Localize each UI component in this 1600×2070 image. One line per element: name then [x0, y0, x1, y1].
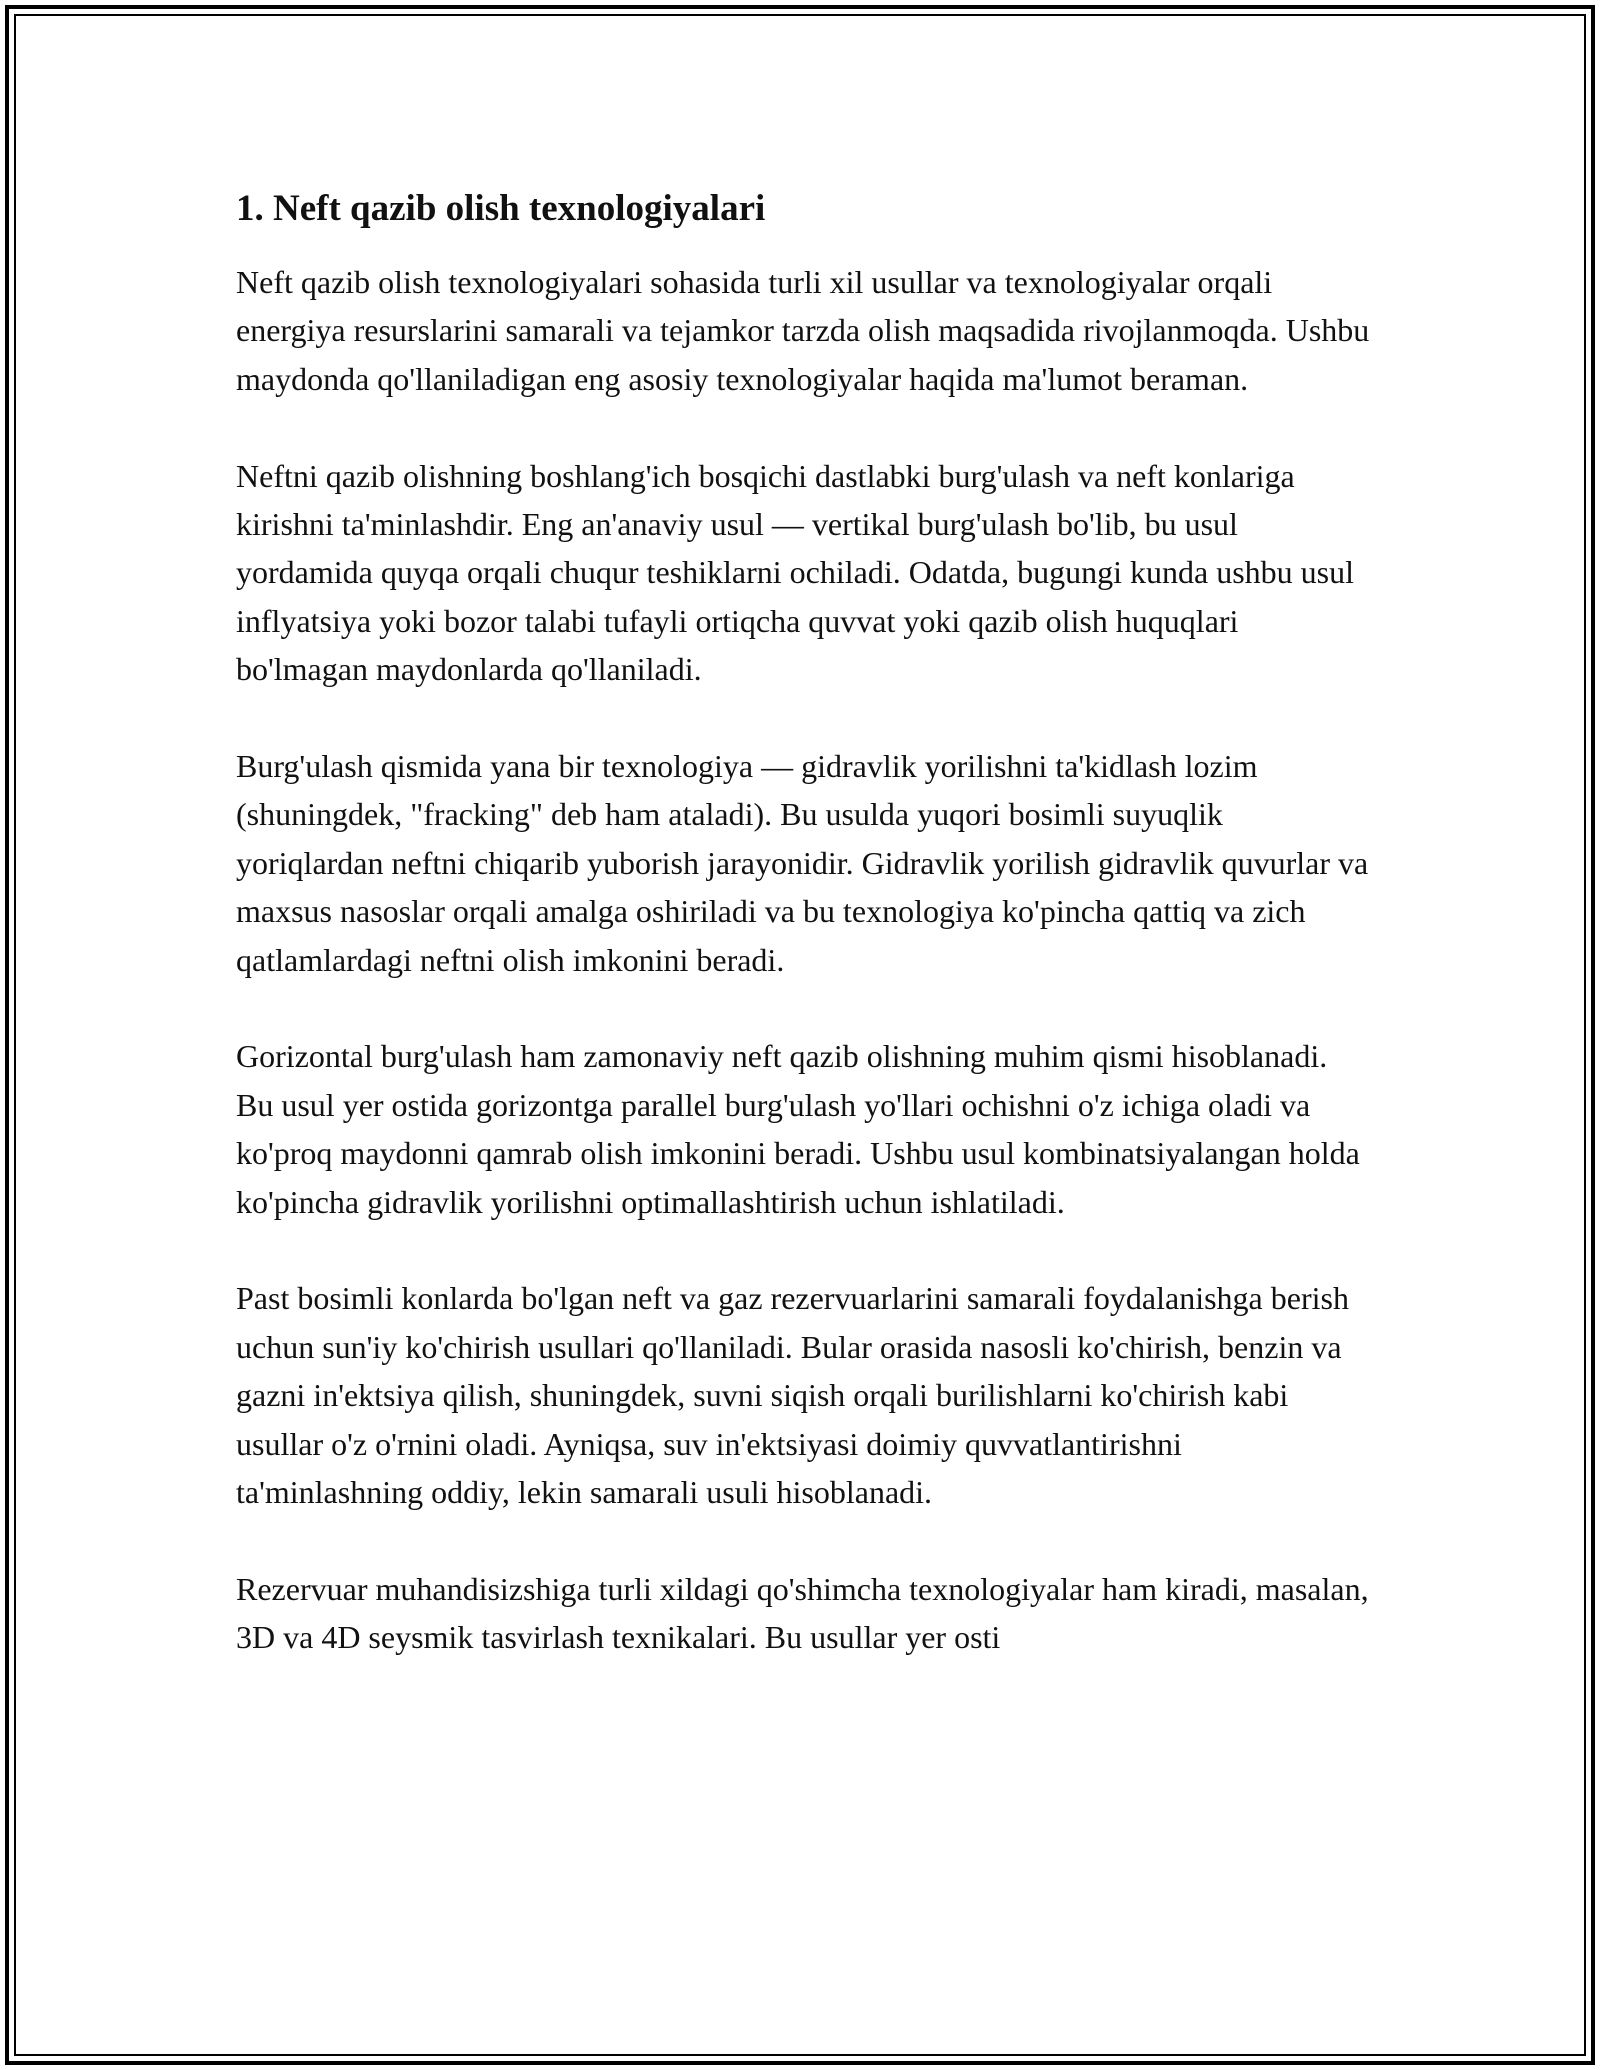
paragraph-intro: Neft qazib olish texnologiyalari sohasida turli xil usullar va texnologiyalar orqali energiya resurslarini samarali va tejamkor tarzda olish maqsadida rivojlanmoqda. Ushbu maydonda qo'llaniladigan eng asosiy texnologiyalar haqida ma'lumot beraman.	[236, 264, 1370, 397]
paragraph-reservoir-engineering: Rezervuar muhandisizshiga turli xildagi qo'shimcha texnologiyalar ham kiradi, masalan, 3D va 4D seysmik tasvirlash texnikalari. Bu usullar yer osti	[236, 1570, 1369, 1656]
paragraph-artificial-lift: Past bosimli konlarda bo'lgan neft va gaz rezervuarlarini samarali foydalanishga berish uchun sun'iy ko'chirish usullari qo'llaniladi. Bular orasida nasosli ko'chirish, benzin va gazni in'ektsiya qilish, shuningdek, suvni siqish orqali burilishlarni ko'chirish kabi usullar o'z o'rnini oladi. Ayniqsa, suv in'ektsiyasi doimiy quvvatlantirishni ta'minlashning oddiy, lekin samarali usuli hisoblanadi.	[236, 1280, 1349, 1511]
paragraph-vertical-drilling: Neftni qazib olishning boshlang'ich bosqichi dastlabki burg'ulash va neft konlariga kirishni ta'minlashdir. Eng an'anaviy usul — vertikal burg'ulash bo'lib, bu usul yordamida quyqa orqali chuqur teshiklarni ochiladi. Odatda, bugungi kunda ushbu usul inflyatsiya yoki bozor talabi tufayli ortiqcha quvvat yoki qazib olish huquqlari bo'lmagan maydonlarda qo'llaniladi.	[236, 457, 1354, 688]
paragraph-horizontal-drilling: Gorizontal burg'ulash ham zamonaviy neft qazib olishning muhim qismi hisoblanadi. Bu usul yer ostida gorizontga parallel burg'ulash yo'llari ochishni o'z ichiga oladi va ko'proq maydonni qamrab olish imkonini beradi. Ushbu usul kombinatsiyalangan holda ko'pincha gidravlik yorilishni optimallashtirish uchun ishlatiladi.	[236, 1038, 1360, 1220]
document-body	[236, 186, 1370, 1710]
paragraph-hydraulic-fracturing: Burg'ulash qismida yana bir texnologiya — gidravlik yorilishni ta'kidlash lozim (shuningdek, "fracking" deb ham ataladi). Bu usulda yuqori bosimli suyuqlik yoriqlardan neftni chiqarib yuborish jarayonidir. Gidravlik yorilish gidravlik quvurlar va maxsus nasoslar orqali amalga oshiriladi va bu texnologiya ko'pincha qattiq va zich qatlamlardagi neftni olish imkonini beradi.	[236, 748, 1369, 978]
document-title: 1. Neft qazib olish texnologiyalari	[236, 188, 766, 229]
